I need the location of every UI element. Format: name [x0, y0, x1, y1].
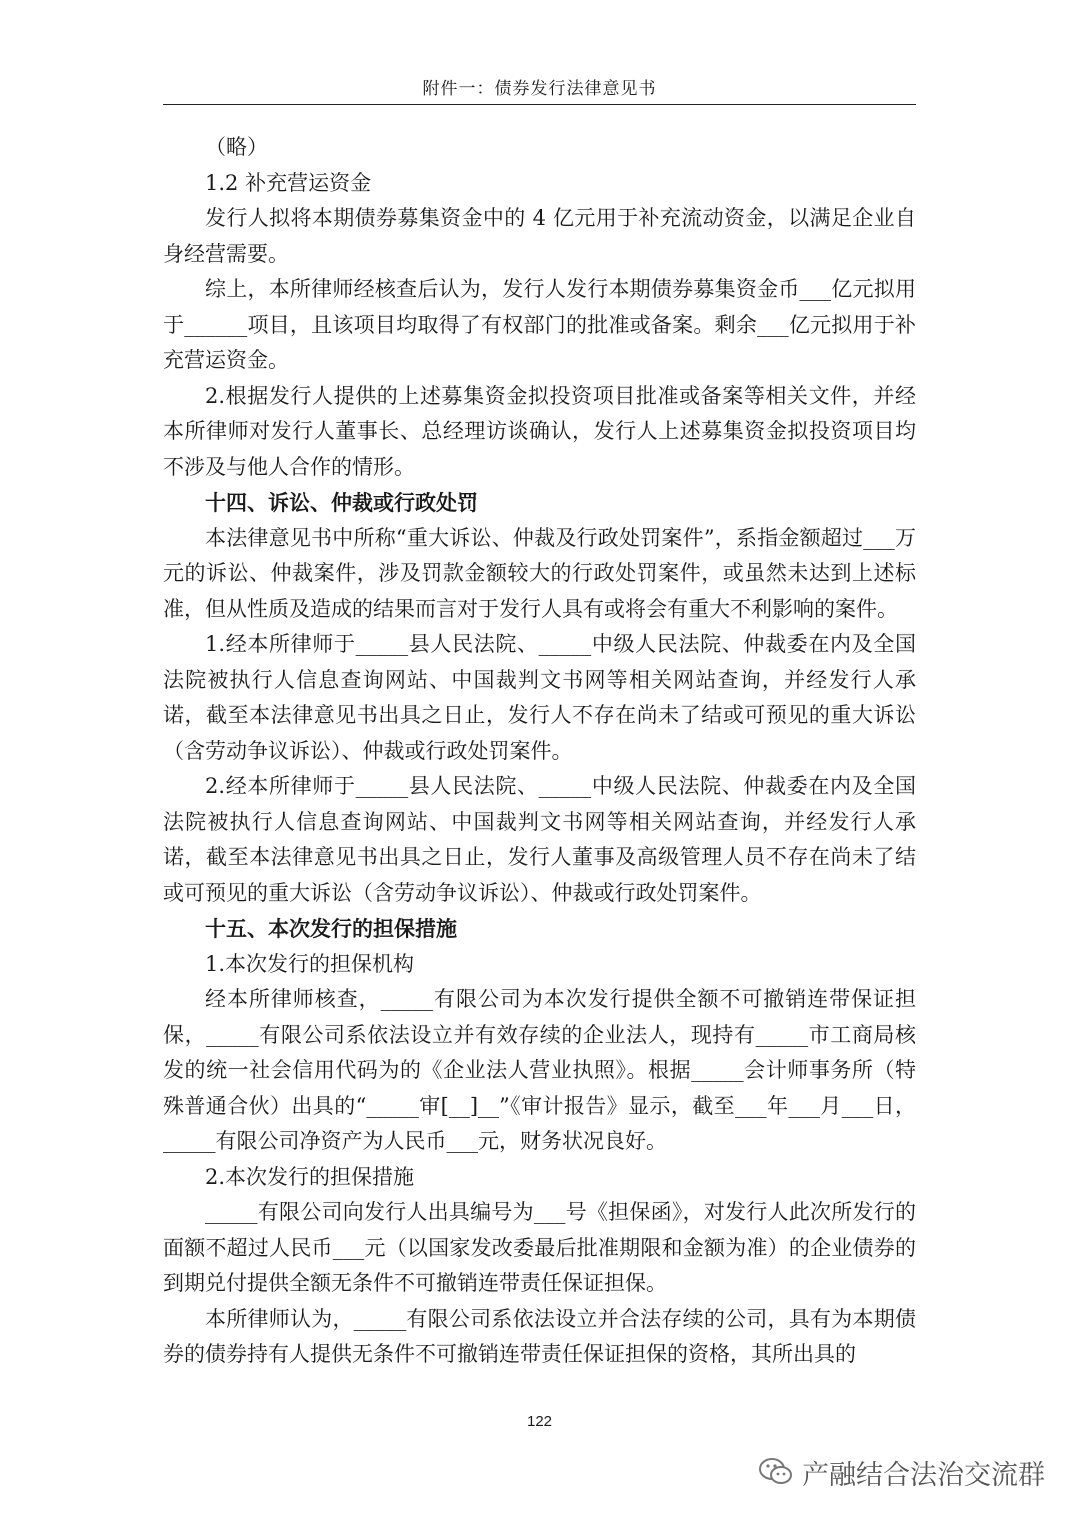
paragraph: _____有限公司向发行人出具编号为___号《担保函》，对发行人此次所发行的面额不超过人民币___元（以国家发改委最后批准期限和金额为准）的企业债券的到期兑付提供全额无条件不可撤销连带责任保证担保。 [163, 1200, 916, 1295]
watermark-text: 产融结合法治交流群 [802, 1459, 1045, 1491]
paragraph: 2.根据发行人提供的上述募集资金拟投资项目批准或备案等相关文件，并经本所律师对发行人董事长、总经理访谈确认，发行人上述募集资金拟投资项目均不涉及与他人合作的情形。 [163, 383, 916, 479]
paragraph: 发行人拟将本期债券募集资金中的 4 亿元用于补充流动资金，以满足企业自身经营需要。 [163, 206, 916, 266]
paragraph: 1.2 补充营运资金 [205, 170, 372, 195]
section-heading: 十五、本次发行的担保措施 [205, 916, 457, 941]
paragraph: 本法律意见书中所称“重大诉讼、仲裁及行政处罚案件”，系指金额超过___万元的诉讼、仲裁案件，涉及罚款金额较大的行政处罚案件，或虽然未达到上述标准，但从性质及造成的结果而言对于发行人具有或将会有重大不利影响的案件。 [163, 525, 916, 621]
watermark [758, 1452, 1058, 1492]
header-divider [163, 104, 916, 105]
page-number: 122 [526, 1413, 553, 1430]
paragraph: 1.经本所律师于_____县人民法院、_____中级人民法院、仲裁委在内及全国法院被执行人信息查询网站、中国裁判文书网等相关网站查询，并经发行人承诺，截至本法律意见书出具之日止，发行人不存在尚未了结或可预见的重大诉讼（含劳动争议诉讼）、仲裁或行政处罚案件。 [163, 632, 916, 763]
paragraph: 综上，本所律师经核查后认为，发行人发行本期债券募集资金币___亿元拟用于______项目，且该项目均取得了有权部门的批准或备案。剩余___亿元拟用于补充营运资金。 [163, 277, 916, 372]
paragraph: 本所律师认为，_____有限公司系依法设立并合法存续的公司，具有为本期债券的债券持有人提供无条件不可撤销连带责任保证担保的资格，其所出具的 [163, 1306, 916, 1366]
section-heading: 十四、诉讼、仲裁或行政处罚 [205, 490, 478, 515]
wechat-icon [758, 1457, 794, 1487]
document-body [163, 130, 916, 1373]
paragraph: 经本所律师核查，_____有限公司为本次发行提供全额不可撤销连带保证担保，_____有限公司系依法设立并有效存续的企业法人，现持有_____市工商局核发的统一社会信用代码为的《企业法人营业执照》。根据_____会计师事务所（特殊普通合伙）出具的“_____审[__]__”《审计报告》显示，截至___年___月___日，_____有限公司净资产为人民币___元，财务状况良好。 [163, 987, 916, 1153]
paragraph: （略） [205, 135, 268, 159]
page-header: 附件一：债券发行法律意见书 [422, 79, 657, 99]
paragraph: 1.本次发行的担保机构 [205, 951, 415, 976]
paragraph: 2.经本所律师于_____县人民法院、_____中级人民法院、仲裁委在内及全国法院被执行人信息查询网站、中国裁判文书网等相关网站查询，并经发行人承诺，截至本法律意见书出具之日止，发行人董事及高级管理人员不存在尚未了结或可预见的重大诉讼（含劳动争议诉讼）、仲裁或行政处罚案件。 [163, 774, 916, 905]
paragraph: 2.本次发行的担保措施 [205, 1164, 415, 1189]
